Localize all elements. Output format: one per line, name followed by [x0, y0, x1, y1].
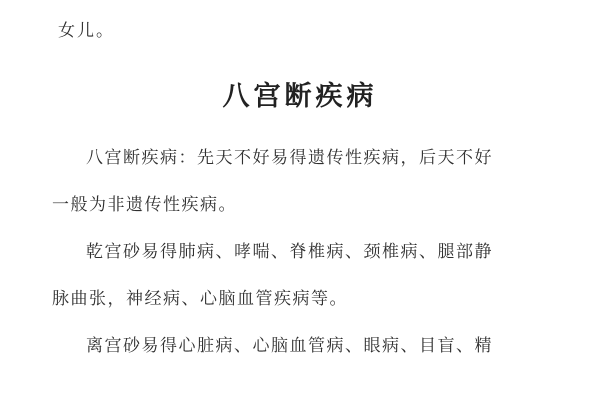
paragraph-2-line-2: 脉曲张，神经病、心脑血管疾病等。	[52, 289, 348, 309]
page-title: 八宫断疾病	[222, 81, 378, 112]
paragraph-1-line-2: 一般为非遗传性疾病。	[52, 195, 237, 215]
document-body	[52, 18, 548, 370]
bottom-fade-overlay	[0, 390, 600, 400]
top-text-fragment: 女儿。	[58, 21, 115, 41]
paragraph-1-line-1: 八宫断疾病：先天不好易得遗传性疾病，后天不好	[86, 148, 493, 168]
paragraph-3-line-1: 离宫砂易得心脏病、心脑血管病、眼病、目盲、精	[86, 336, 493, 356]
paragraph-2-line-1: 乾宫砂易得肺病、哮喘、脊椎病、颈椎病、腿部静	[86, 242, 493, 262]
